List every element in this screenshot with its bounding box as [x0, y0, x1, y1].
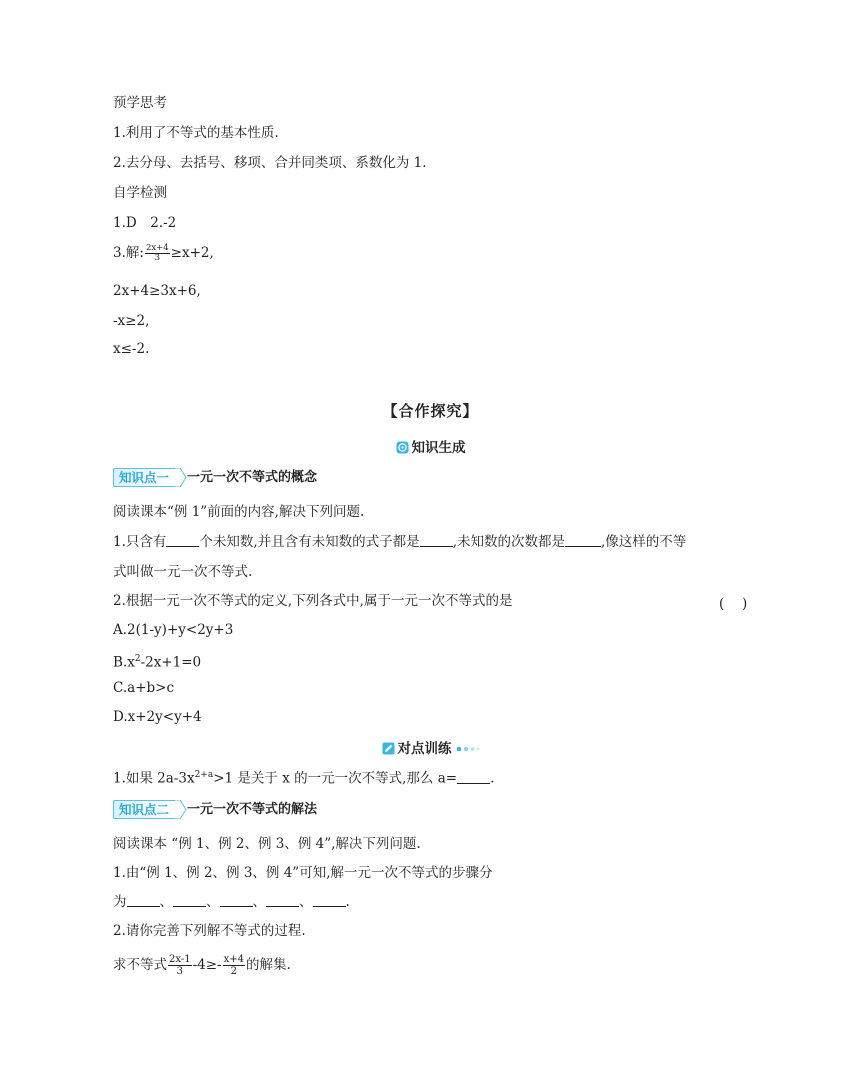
q3-fraction — [145, 244, 170, 263]
selfcheck-answers: 1.D 2.-2 — [113, 215, 177, 231]
frac2-den: 2 — [230, 966, 237, 977]
kp1-q1-a: 1.只含有 — [113, 534, 167, 550]
practice-title: 对点训练 — [397, 741, 452, 757]
kp2-q3-pre: 求不等式 — [113, 957, 167, 973]
practice-q1-a: 1.如果 2a-3x — [113, 770, 195, 787]
kp1-header — [113, 468, 317, 487]
kp1-option-b — [113, 650, 201, 672]
kp2-q1-end: . — [345, 894, 350, 910]
practice-q1-sup: 2+a — [194, 770, 214, 780]
practice-heading — [0, 737, 861, 757]
kp1-intro: 阅读课本“例 1”前面的内容,解决下列问题. — [113, 504, 365, 520]
blank-separator: 、 — [206, 894, 220, 910]
tag-arrow-icon — [175, 468, 187, 487]
kp1-option-c: C.a+b>c — [113, 680, 175, 696]
answer-blank[interactable] — [313, 893, 346, 907]
kp2-fraction-1 — [168, 954, 192, 977]
kp1-tag — [113, 468, 181, 487]
kp1-tag-label: 知识点一 — [119, 470, 170, 485]
q3-frac-den: 3 — [154, 253, 161, 263]
answer-blank[interactable] — [266, 893, 299, 907]
opt-b-sup: 2 — [134, 654, 141, 664]
section-subheading-text: 知识生成 — [411, 440, 466, 456]
answer-blank[interactable] — [420, 533, 453, 547]
decor-dots-icon — [456, 746, 480, 752]
kp1-q1-line2: 式叫做一元一次不等式. — [113, 564, 253, 580]
preview-item-2: 2.去分母、去括号、移项、合并同类项、系数化为 1. — [113, 155, 427, 171]
section-heading: 【合作探究】 — [382, 402, 479, 420]
knowledge-icon — [396, 441, 409, 454]
kp1-q1-d: ,像这样的不等 — [600, 534, 687, 550]
q3-frac-num: 2x+4 — [145, 243, 169, 253]
blank-separator: 、 — [299, 894, 313, 910]
blank-separator: 、 — [159, 894, 173, 910]
kp2-q3-post: 的解集. — [246, 957, 291, 973]
practice-q1-b: >1 是关于 x 的一元一次不等式,那么 a= — [213, 770, 458, 787]
selfcheck-q3 — [113, 244, 214, 263]
kp2-q1-line2 — [113, 893, 350, 911]
kp1-q1-b: 个未知数,并且含有未知数的式子都是 — [199, 534, 420, 550]
frac2-num: x+4 — [223, 954, 244, 965]
kp1-q1 — [113, 533, 686, 551]
kp1-option-a: A.2(1-y)+y<2y+3 — [113, 622, 234, 638]
kp2-q3 — [113, 954, 291, 977]
kp2-header — [113, 800, 317, 819]
preview-item-1: 1.利用了不等式的基本性质. — [113, 125, 279, 141]
kp2-q1-line1: 1.由“例 1、例 2、例 3、例 4”可知,解一元一次不等式的步骤分 — [113, 865, 493, 881]
q3-rest: ≥x+2, — [170, 245, 214, 261]
kp2-tag — [113, 800, 181, 819]
answer-blank[interactable] — [457, 770, 490, 784]
q3-prefix: 3.解: — [113, 245, 144, 261]
kp2-tag-label: 知识点二 — [119, 802, 170, 817]
preview-title: 预学思考 — [113, 95, 167, 111]
kp2-q2: 2.请你完善下列解不等式的过程. — [113, 923, 306, 939]
practice-q1 — [113, 766, 494, 788]
kp1-option-d: D.x+2y<y+4 — [113, 709, 202, 725]
selfcheck-step-1: 2x+4≥3x+6, — [113, 283, 201, 299]
selfcheck-step-3: x≤-2. — [113, 341, 150, 357]
answer-blank[interactable] — [166, 533, 199, 547]
blank-separator: 、 — [252, 894, 266, 910]
kp2-title: 一元一次不等式的解法 — [187, 801, 318, 817]
answer-blank[interactable] — [220, 893, 253, 907]
answer-blank[interactable] — [127, 893, 160, 907]
kp2-intro: 阅读课本 “例 1、例 2、例 3、例 4”,解决下列问题. — [113, 836, 421, 852]
kp1-title: 一元一次不等式的概念 — [187, 469, 318, 485]
kp1-q2: 2.根据一元一次不等式的定义,下列各式中,属于一元一次不等式的是 — [113, 593, 513, 609]
answer-blank[interactable] — [565, 533, 601, 547]
kp2-q1-pre: 为 — [113, 894, 127, 910]
opt-b-post: -2x+1=0 — [140, 654, 202, 671]
answer-paren[interactable]: ( ) — [719, 596, 748, 612]
tag-arrow-icon — [175, 800, 187, 819]
frac1-num: 2x-1 — [169, 954, 191, 965]
opt-b-pre: B.x — [113, 654, 135, 671]
selfcheck-step-2: -x≥2, — [113, 313, 150, 329]
answer-blank[interactable] — [173, 893, 206, 907]
practice-q1-end: . — [490, 770, 495, 787]
section-subheading — [0, 436, 861, 456]
kp2-q3-mid: -4≥- — [192, 957, 222, 973]
kp1-q1-c: ,未知数的次数都是 — [452, 534, 565, 550]
pencil-icon — [382, 742, 395, 755]
frac1-den: 3 — [176, 966, 183, 977]
kp2-fraction-2 — [223, 954, 245, 977]
selfcheck-title: 自学检测 — [113, 185, 167, 201]
